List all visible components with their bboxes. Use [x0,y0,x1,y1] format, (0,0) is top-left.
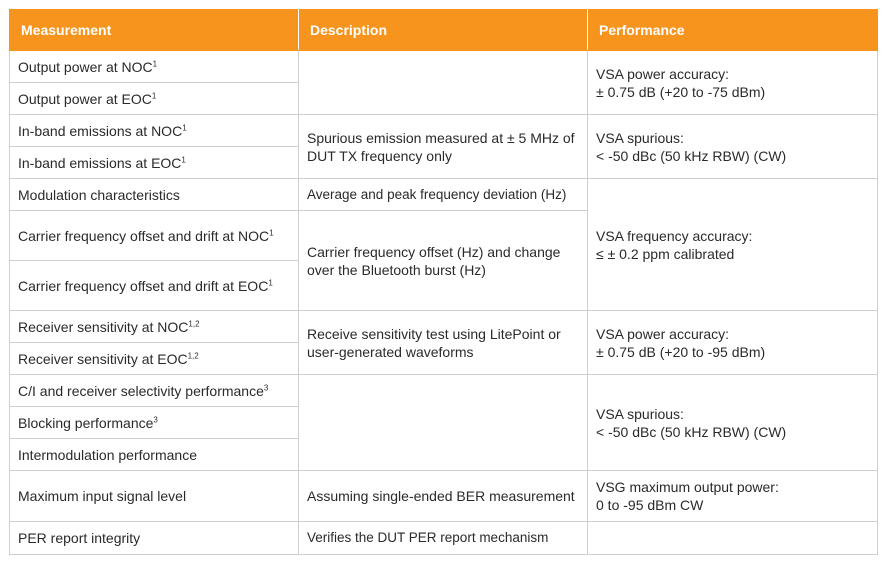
description-cell [299,51,588,115]
footnote-marker: 3 [153,414,158,424]
measurement-cell [10,407,299,439]
description-cell: Spurious emission measured at ± 5 MHz of DUT TX frequency only [299,115,588,179]
measurement-cell [10,115,299,147]
description-cell [299,375,588,471]
measurement-cell [10,179,299,211]
performance-cell: VSA power accuracy: ± 0.75 dB (+20 to -75 dBm) [588,51,878,115]
footnote-marker: 3 [263,382,269,392]
measurement-cell [10,439,299,471]
table-row [10,471,878,522]
header-row [10,10,878,51]
measurement-label: PER report integrity [18,530,141,546]
footnote-marker: 1,2 [187,350,199,360]
description-cell: Assuming single-ended BER measurement [299,471,588,522]
measurement-cell [10,311,299,343]
measurement-label: Receiver sensitivity at NOC [18,318,189,335]
performance-cell: VSA spurious: < -50 dBc (50 kHz RBW) (CW) [588,115,878,179]
measurement-cell [10,211,299,261]
table-row [10,375,878,407]
measurement-label: C/I and receiver selectivity performance [18,382,264,399]
measurement-label: Receiver sensitivity at EOC [18,350,188,367]
footnote-marker: 1,2 [188,318,200,328]
measurement-label: Modulation characteristics [18,186,180,203]
header-description: Description [299,10,588,51]
footnote-marker: 1 [269,227,274,237]
performance-cell: VSA spurious: < -50 dBc (50 kHz RBW) (CW) [588,375,878,471]
footnote-marker: 1 [151,90,157,100]
table-row [10,115,878,147]
performance-cell: VSA power accuracy: ± 0.75 dB (+20 to -95 dBm) [588,311,878,375]
footnote-marker: 1 [181,154,186,164]
measurement-cell [10,147,299,179]
performance-cell: VSA frequency accuracy: ≤ ± 0.2 ppm calibrated [588,179,878,311]
footnote-marker: 1 [152,58,158,68]
table-row [10,522,878,555]
measurement-cell [10,51,299,83]
description-cell: Carrier frequency offset (Hz) and change over the Bluetooth burst (Hz) [299,211,588,311]
measurement-cell [10,471,299,522]
measurement-cell [10,83,299,115]
measurement-label: Blocking performance [18,414,154,431]
measurement-cell [10,522,299,555]
measurement-label: In-band emissions at EOC [18,154,182,171]
description-cell: Verifies the DUT PER report mechanism [299,522,588,555]
performance-cell: VSG maximum output power: 0 to -95 dBm CW [588,471,878,522]
performance-cell [588,522,878,555]
measurement-label: Output power at EOC [18,90,152,107]
measurement-label: Output power at NOC [18,58,153,75]
footnote-marker: 1 [268,277,273,287]
measurement-cell [10,261,299,311]
footnote-marker: 1 [182,122,187,132]
table-row [10,179,878,211]
measurement-label: Maximum input signal level [18,488,187,504]
header-measurement: Measurement [10,10,299,51]
measurement-cell [10,343,299,375]
description-cell: Receive sensitivity test using LitePoint or user-generated waveforms [299,311,588,375]
measurement-table [9,9,878,555]
measurement-label: In-band emissions at NOC [18,122,183,139]
description-cell: Average and peak frequency deviation (Hz) [299,179,588,211]
measurement-label: Carrier frequency offset and drift at EOC [18,277,269,294]
measurement-label: Intermodulation performance [18,446,197,463]
measurement-label: Carrier frequency offset and drift at NOC [18,227,270,244]
measurement-cell [10,375,299,407]
table-row [10,51,878,83]
header-performance: Performance [588,10,878,51]
table-row [10,311,878,343]
